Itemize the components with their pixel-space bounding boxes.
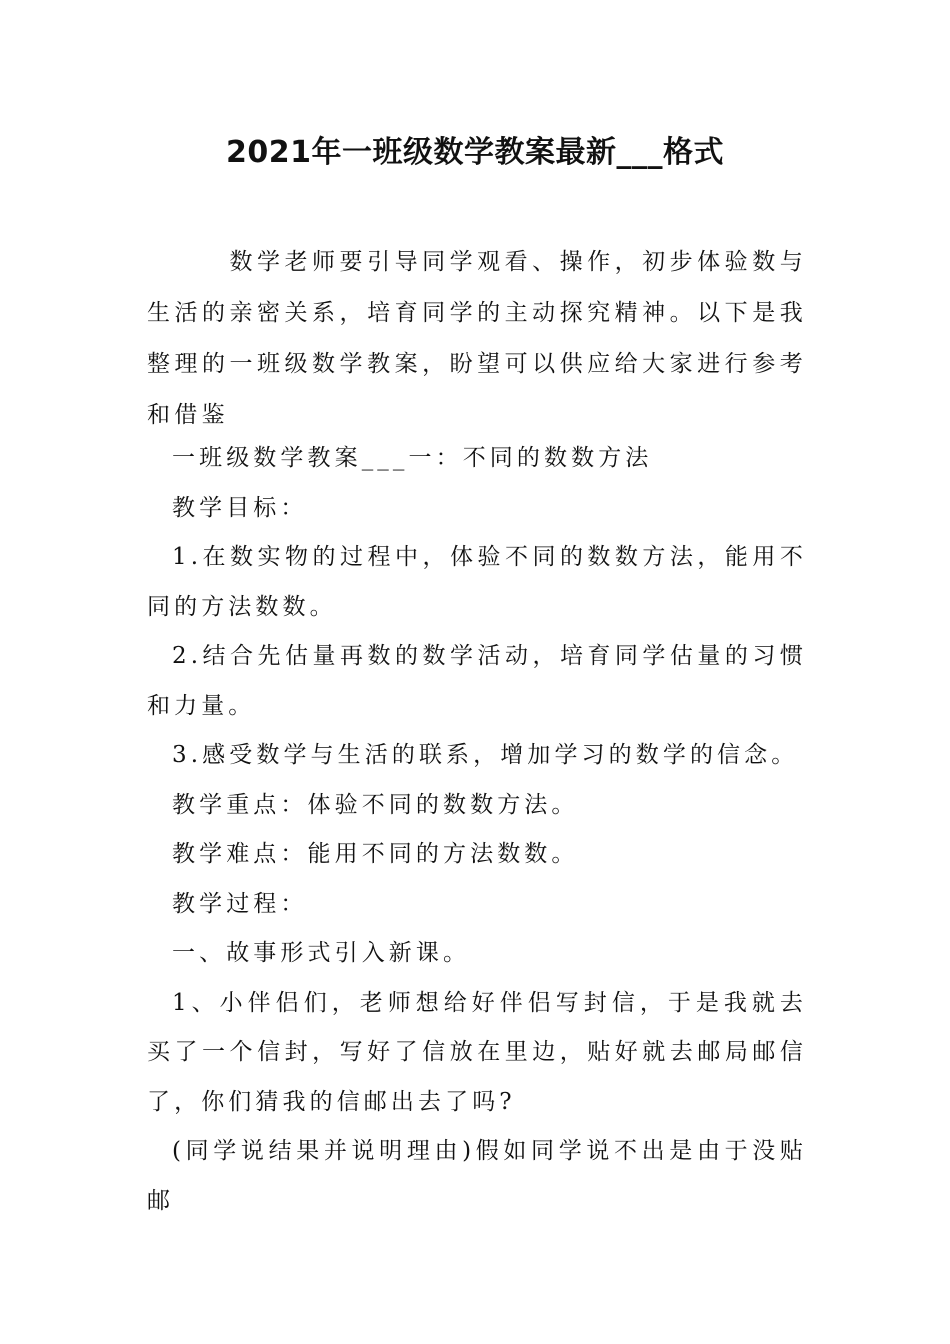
- document-body: [147, 434, 807, 1226]
- body-paragraph: 教学难点：能用不同的方法数数。: [172, 841, 579, 867]
- intro-paragraph: 数学老师要引导同学观看、操作，初步体验数与生活的亲密关系，培育同学的主动探究精神。以下是我整理的一班级数学教案，盼望可以供应给大家进行参考和借鉴: [147, 249, 807, 428]
- document-title: 2021年一班级数学教案最新___格式: [226, 135, 724, 170]
- body-paragraph: 教学重点：体验不同的数数方法。: [172, 791, 579, 818]
- body-paragraph: 教学过程：: [172, 890, 308, 917]
- body-paragraph: 2.结合先估量再数的数学活动，培育同学估量的习惯和力量。: [147, 643, 807, 719]
- section-heading: 一班级数学教案___一：不同的数数方法: [172, 445, 653, 471]
- body-paragraph: 1、小伴侣们，老师想给好伴侣写封信，于是我就去买了一个信封，写好了信放在里边，贴好就去邮局邮信了，你们猜我的信邮出去了吗?: [147, 989, 807, 1115]
- body-paragraph: 一、故事形式引入新课。: [172, 940, 471, 966]
- body-paragraph: (同学说结果并说明理由)假如同学说不出是由于没贴邮: [147, 1138, 807, 1214]
- body-paragraph: 1.在数实物的过程中，体验不同的数数方法，能用不同的方法数数。: [147, 544, 807, 620]
- body-paragraph: 3.感受数学与生活的联系，增加学习的数学的信念。: [172, 742, 799, 768]
- body-paragraph: 教学目标：: [172, 494, 308, 521]
